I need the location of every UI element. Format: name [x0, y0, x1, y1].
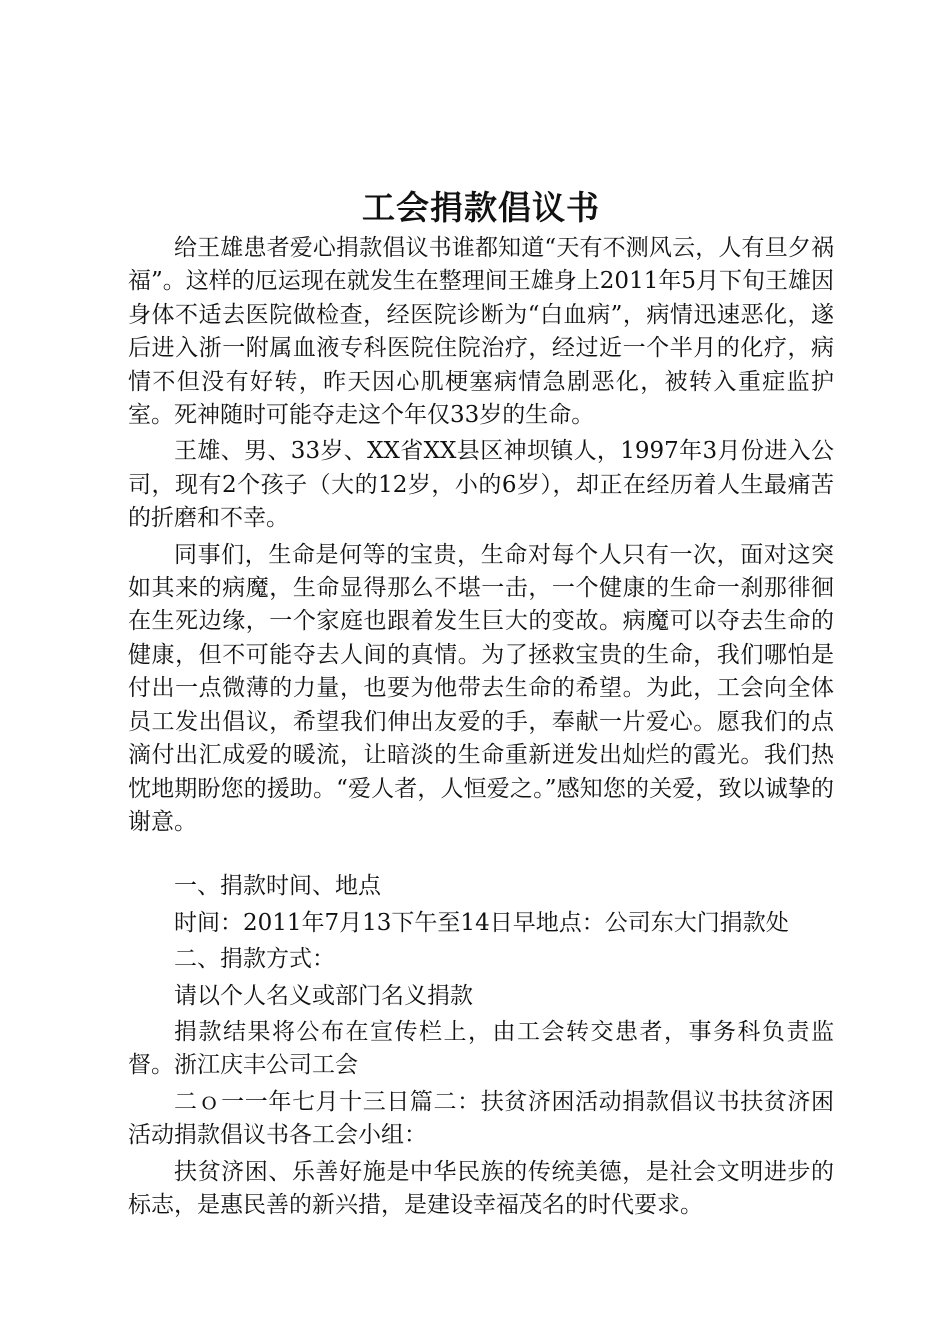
heading-donation-method: 二、捐款方式：	[174, 946, 335, 973]
paragraph-time-place: 时间：2011年7月13下午至14日早地点：公司东大门捐款处	[174, 909, 789, 936]
paragraph-intro: 给王雄患者爱心捐款倡议书谁都知道“天有不测风云，人有旦夕祸福”。这样的厄运现在就发生在整理间王雄身上2011年5月下旬王雄因身体不适去医院做检查，经医院诊断为“白血病”，病情迅速恶化，遂后进入浙一附属血液专科医院住院治疗，经过近一个半月的化疗，病情不但没有好转，昨天因心肌梗塞病情急剧恶化，被转入重症监护室。死神随时可能夺走这个年仅33岁的生命。	[128, 235, 834, 429]
document-page	[128, 186, 834, 1225]
document-title: 工会捐款倡议书	[362, 188, 600, 227]
paragraph-patient-info: 王雄、男、33岁、XX省XX县区神坝镇人，1997年3月份进入公司，现有2个孩子（大的12岁，小的6岁），却正在经历着人生最痛苦的折磨和不幸。	[128, 438, 834, 532]
paragraph-date-part-two: 二ｏ一一年七月十三日篇二：扶贫济困活动捐款倡议书扶贫济困活动捐款倡议书各工会小组：	[128, 1088, 834, 1149]
paragraph-results: 捐款结果将公布在宣传栏上，由工会转交患者，事务科负责监督。浙江庆丰公司工会	[128, 1018, 834, 1079]
heading-time-place: 一、捐款时间、地点	[174, 873, 381, 900]
paragraph-appeal: 同事们，生命是何等的宝贵，生命对每个人只有一次，面对这突如其来的病魔，生命显得那么不堪一击，一个健康的生命一刹那徘徊在生死边缘，一个家庭也跟着发生巨大的变故。病魔可以夺去生命的健康，但不可能夺去人间的真情。为了拯救宝贵的生命，我们哪怕是付出一点微薄的力量，也要为他带去生命的希望。为此，工会向全体员工发出倡议，希望我们伸出友爱的手，奉献一片爱心。愿我们的点滴付出汇成爱的暖流，让暗淡的生命重新迸发出灿烂的霞光。我们热忱地期盼您的援助。“爱人者，人恒爱之。”感知您的关爱，致以诚挚的谢意。	[128, 541, 834, 835]
paragraph-donation-method: 请以个人名义或部门名义捐款	[174, 982, 473, 1009]
paragraph-poverty-relief: 扶贫济困、乐善好施是中华民族的传统美德，是社会文明进步的标志，是惠民善的新兴措，是建设幸福茂名的时代要求。	[128, 1158, 834, 1218]
section-spacer	[128, 842, 834, 870]
